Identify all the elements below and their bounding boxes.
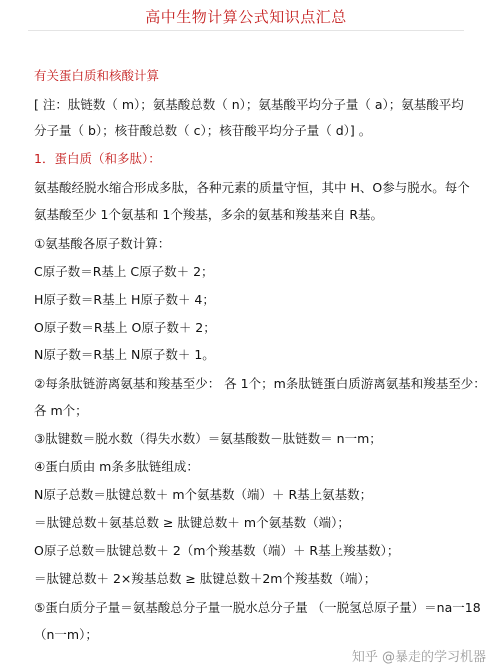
subsection-heading: 1．蛋白质（和多肽）： — [34, 151, 161, 166]
text-line: C原子数＝R基上 C原子数＋ 2； — [34, 264, 214, 279]
text-line: H原子数＝R基上 H原子数＋ 4； — [34, 292, 215, 307]
watermark: 知乎 @暴走的学习机器 — [351, 650, 486, 665]
text-line: ＝肽键总数＋ 2×羧基总数 ≥ 肽键总数＋2m个羧基数（端）； — [34, 571, 377, 586]
text-line: O原子数＝R基上 O原子数＋ 2； — [34, 320, 216, 335]
text-line: N原子总数＝肽键总数＋ m个氨基数（端）＋ R基上氨基数； — [34, 487, 373, 502]
text-line: ⑤蛋白质分子量＝氨基酸总分子量一脱水总分子量 （一脱氢总原子量）＝na一18 — [34, 600, 481, 615]
text-line: 分子量（ b）；核苷酸总数（ c）；核苷酸平均分子量（ d）] 。 — [34, 123, 372, 138]
text-line: ④蛋白质由 m条多肽链组成： — [34, 459, 199, 474]
title-bar — [28, 4, 464, 31]
text-line: N原子数＝R基上 N原子数＋ 1。 — [34, 347, 215, 362]
text-line: 各 m个； — [34, 403, 88, 418]
text-line: ③肽键数＝脱水数（得失水数）＝氨基酸数－肽链数＝ n一m； — [34, 431, 382, 446]
text-line: ①氨基酸各原子数计算： — [34, 236, 171, 251]
text-line: 氨基酸经脱水缩合形成多肽，各种元素的质量守恒，其中 H、O参与脱水。每个 — [34, 180, 470, 195]
text-line: [ 注：肽链数（ m）；氨基酸总数（ n）；氨基酸平均分子量（ a）；氨基酸平均 — [34, 97, 464, 112]
text-line: 氨基酸至少 1个氨基和 1个羧基，多余的氨基和羧基来自 R基。 — [34, 207, 384, 222]
section-heading: 有关蛋白质和核酸计算 — [34, 68, 160, 83]
text-line: （n一m）； — [34, 627, 98, 642]
text-line: ②每条肽链游离氨基和羧基至少： 各 1个；m条肽链蛋白质游离氨基和羧基至少： — [34, 376, 486, 391]
text-line: O原子总数＝肽键总数＋ 2（m个羧基数（端）＋ R基上羧基数）； — [34, 543, 400, 558]
text-line: ＝肽键总数＋氨基总数 ≥ 肽键总数＋ m个氨基数（端）； — [34, 515, 350, 530]
page-title: 高中生物计算公式知识点汇总 — [145, 8, 347, 26]
